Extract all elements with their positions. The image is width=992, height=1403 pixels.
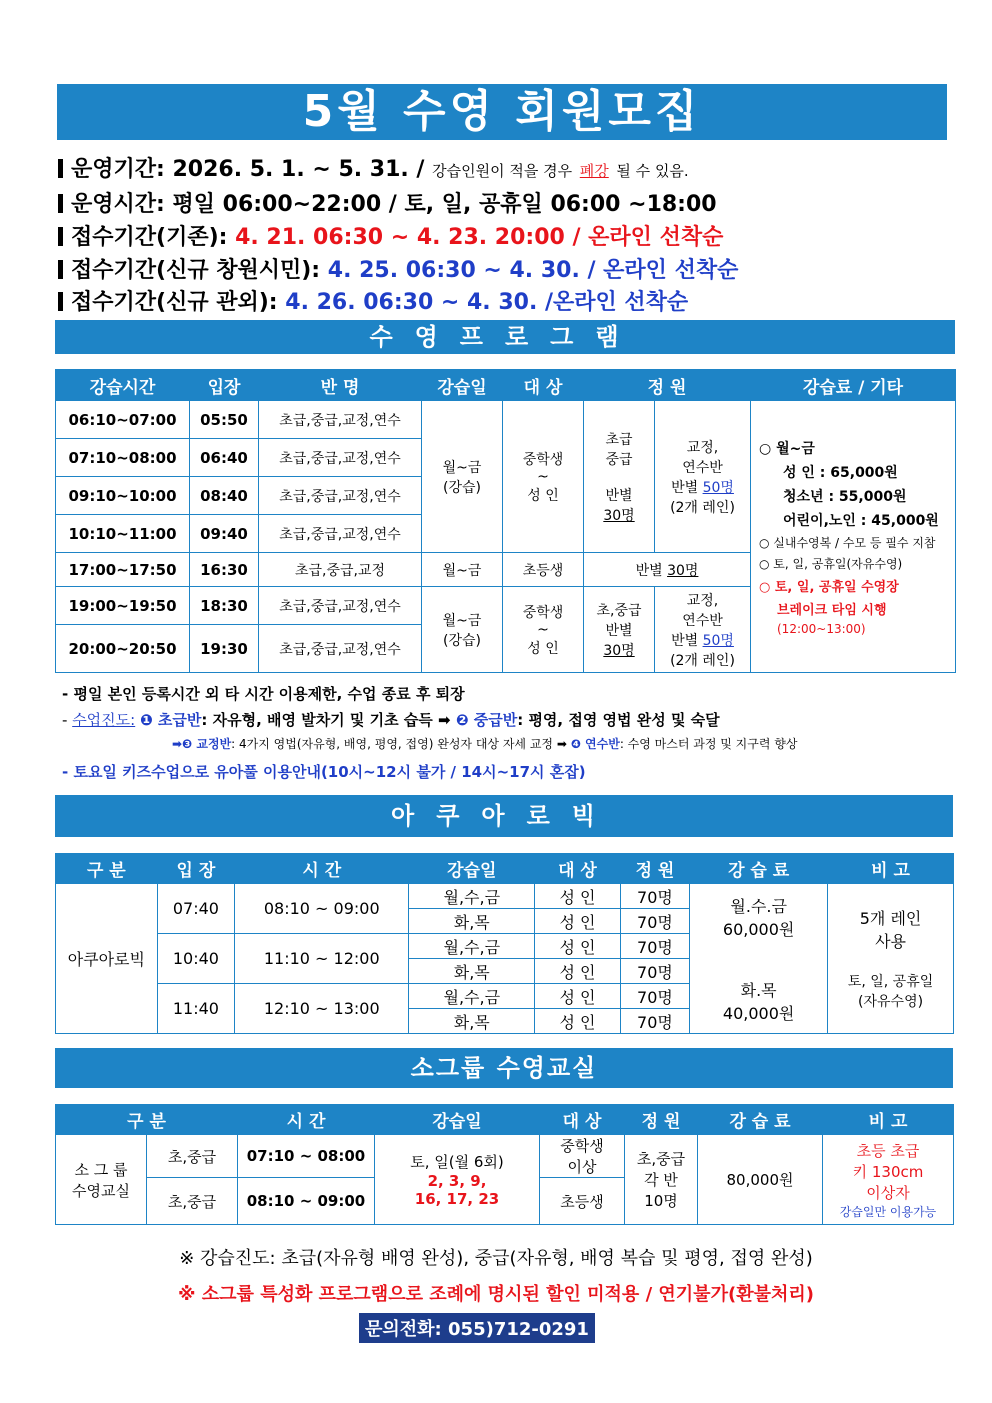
section-aquarobic: 아쿠아로빅	[55, 795, 953, 837]
table-row: 화,목 성 인 70명	[56, 909, 954, 934]
header-entry: 입장	[190, 370, 259, 401]
note-progress: - 수업진도: ❶ 초급반: 자유형, 배영 발차기 및 기초 습득 ➡ ❷ 중급반: 평영, 접영 영법 완성 및 숙달	[62, 711, 720, 729]
table-row: 09:10~10:00 08:40 초급,중급,교정,연수	[56, 477, 956, 515]
note-restriction: - 평일 본인 등록시간 외 타 시간 이용제한, 수업 종료 후 퇴장	[62, 685, 465, 703]
header-time: 강습시간	[56, 370, 190, 401]
info-hours: 운영시간: 평일 06:00~22:00 / 토, 일, 공휴일 06:00 ~18:00	[58, 187, 717, 218]
footer-progress-note: ※ 강습진도: 초급(자유형 배영 완성), 중급(자유형, 배영 복습 및 평영, 접영 완성)	[179, 1248, 813, 1269]
header-capacity: 정 원	[584, 370, 751, 401]
section-swim-program: 수영프로그램	[55, 320, 955, 354]
table-row: 10:10~11:00 09:40 초급,중급,교정,연수	[56, 515, 956, 553]
info-reg-existing: 접수기간(기존): 4. 21. 06:30 ~ 4. 23. 20:00 / 온라인 선착순	[58, 220, 723, 251]
footer-discount-note: ※ 소그룹 특성화 프로그램으로 조례에 명시된 할인 미적용 / 연기불가(환불처리)	[178, 1284, 814, 1305]
table-row: 화,목 성 인 70명	[56, 959, 954, 984]
table-row: 17:00~17:50 16:30 초급,중급,교정 월~금 초등생 반별 30명	[56, 553, 956, 587]
page-title: 5월 수영 회원모집	[57, 84, 947, 140]
table-row: 10:40 11:10 ~ 12:00 월,수,금 성 인 70명	[56, 934, 954, 959]
table-row: 06:10~07:00 05:50 초급,중급,교정,연수 월~금 (강습) 중학생 ~ 성 인 초급 중급 반별 30명 교정, 연수반 반별 50명 (2개 레인) ○ 월~금 성 인 : 65,000원 청소년 : 55,000원 어린이,노인 : 45,000원 ○ 실내수영복 / 수모 등 필수 지참 ○ 토, 일, 공휴일(자유수영) ○ 토, 일, 공휴일 수영장 브레이크 타임 시행 (12:00~13:00)	[56, 401, 956, 439]
table-row: 19:00~19:50 18:30 초급,중급,교정,연수 월~금 (강습) 중학생 ~ 성 인 초,중급 반별 30명 교정, 연수반 반별 50명 (2개 레인)	[56, 587, 956, 625]
table-row: 초,중급 08:10 ~ 09:00 초등생	[56, 1178, 954, 1225]
note-kids: - 토요일 키즈수업으로 유아풀 이용안내(10시~12시 불가 / 14시~17시 혼잡)	[62, 763, 586, 781]
info-reg-citizen: 접수기간(신규 창원시민): 4. 25. 06:30 ~ 4. 30. / 온라인 선착순	[58, 253, 738, 284]
fee-info-cell: ○ 월~금 성 인 : 65,000원 청소년 : 55,000원 어린이,노인 : 45,000원 ○ 실내수영복 / 수모 등 필수 지참 ○ 토, 일, 공휴일(자유수영) ○ 토, 일, 공휴일 수영장 브레이크 타임 시행 (12:00~13:00)	[751, 401, 956, 673]
table-row: 아쿠아로빅 07:40 08:10 ~ 09:00 월,수,금 성 인 70명 월.수.금 60,000원 화.목 40,000원 5개 레인 사용 토, 일, 공휴일 (자유수영)	[56, 884, 954, 909]
table-row: 화,목 성 인 70명	[56, 1009, 954, 1034]
swim-program-table	[55, 369, 956, 673]
header-day: 강습일	[422, 370, 503, 401]
table-row: 20:00~20:50 19:30 초급,중급,교정,연수	[56, 625, 956, 673]
note-progress-2: ➡❸ 교정반: 4가지 영법(자유형, 배영, 평영, 접영) 완성자 대상 자세 교정 ➡ ❹ 연수반: 수영 마스터 과정 및 지구력 향상	[172, 737, 798, 751]
header-target: 대 상	[503, 370, 584, 401]
header-fee: 강습료 / 기타	[751, 370, 956, 401]
section-small-group: 소그룹 수영교실	[55, 1048, 953, 1088]
table-row: 11:40 12:10 ~ 13:00 월,수,금 성 인 70명	[56, 984, 954, 1009]
small-group-table: 구 분 시 간 강습일 대 상 정 원 강 습 료 비 고 소 그 룹 수영교실 초,중급 07:10 ~ 08:00 토, 일(월 6회) 2, 3, 9, 16, 17, 23 중학생 이상 초,중급 각 반 10명 80,000원 초등 초급 키 130cm 이상자 강습일만 이용가능 초,중급 08:10 ~ 09:00 초등생	[55, 1104, 954, 1225]
table-row: 소 그 룹 수영교실 초,중급 07:10 ~ 08:00 토, 일(월 6회) 2, 3, 9, 16, 17, 23 중학생 이상 초,중급 각 반 10명 80,000원 초등 초급 키 130cm 이상자 강습일만 이용가능	[56, 1135, 954, 1178]
info-period: 운영기간: 2026. 5. 1. ~ 5. 31. / 강습인원이 적을 경우 폐강 될 수 있음.	[58, 152, 689, 183]
header-class: 반 명	[259, 370, 422, 401]
table-row: 07:10~08:00 06:40 초급,중급,교정,연수	[56, 439, 956, 477]
info-reg-outside: 접수기간(신규 관외): 4. 26. 06:30 ~ 4. 30. /온라인 선착순	[58, 285, 688, 316]
aquarobic-table: 구 분 입 장 시 간 강습일 대 상 정 원 강 습 료 비 고 아쿠아로빅 07:40 08:10 ~ 09:00 월,수,금 성 인 70명 월.수.금 60,000원 화.목 40,000원 5개 레인 사용 토, 일, 공휴일 (자유수영) 화,목 성 인 70명 10:40 11:10 ~ 12:00 월,수,금 성 인 70명 화,목 성 인 70명 11:40 12:10 ~ 13:00 월,수,금 성 인 70명 화,목 성 인 70명	[55, 853, 954, 1034]
contact-phone: 문의전화: 055)712-0291	[359, 1313, 595, 1343]
